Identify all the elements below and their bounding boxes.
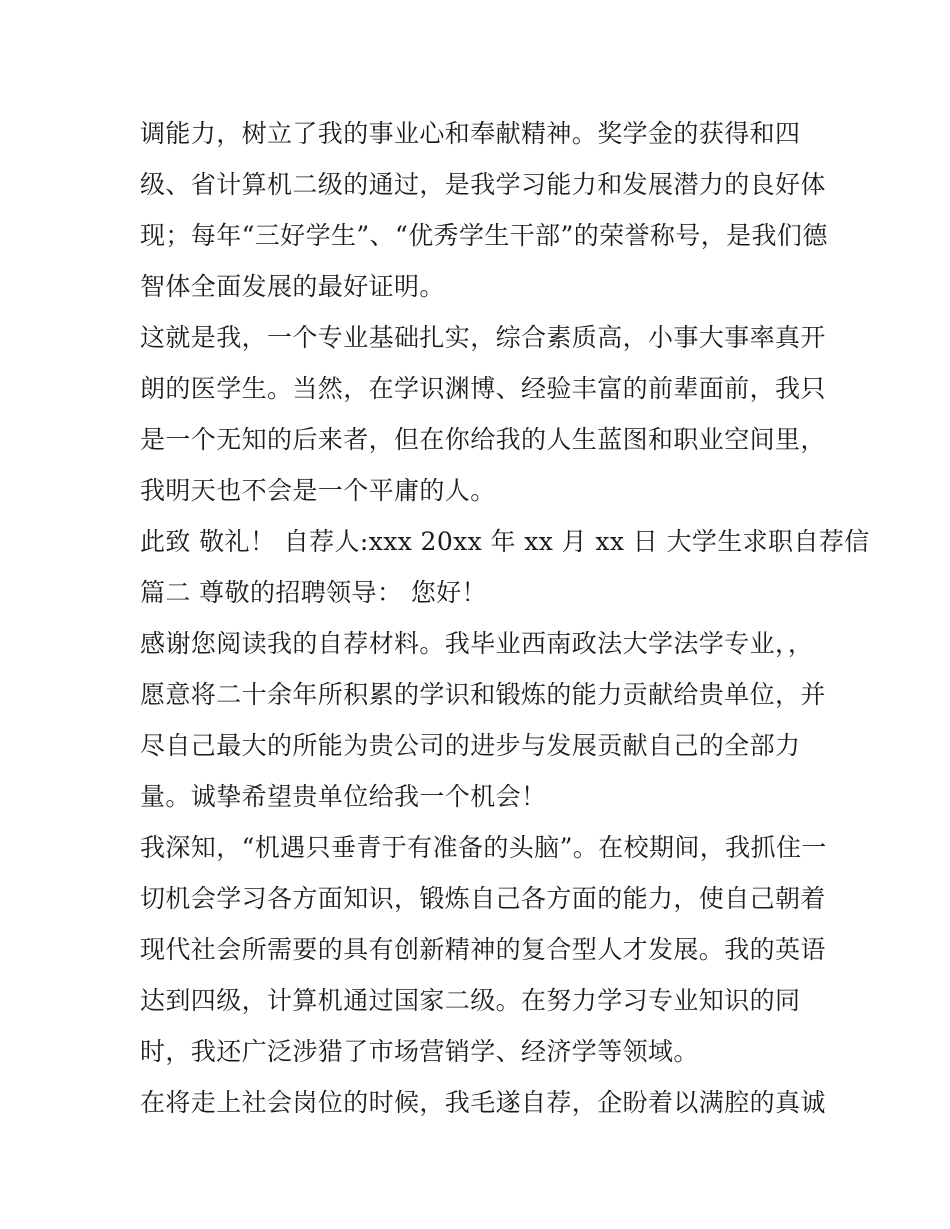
text-line-1: 调能力，树立了我的事业心和奉献精神。奖学金的获得和四 bbox=[140, 119, 801, 148]
text-line-19: 时，我还广泛涉猎了市场营销学、经济学等领域。 bbox=[140, 1037, 699, 1066]
text-line-13: 尽自己最大的所能为贵公司的进步与发展贡献自己的全部力 bbox=[140, 731, 801, 760]
text-line-17: 现代社会所需要的具有创新精神的复合型人才发展。我的英语 bbox=[140, 935, 826, 964]
text-line-7: 是一个无知的后来者，但在你给我的人生蓝图和职业空间里， bbox=[140, 425, 826, 454]
text-line-9: 此致 敬礼！ 自荐人:xxx 20xx 年 xx 月 xx 日 大学生求职自荐信 bbox=[140, 527, 870, 556]
text-line-4: 智体全面发展的最好证明。 bbox=[140, 272, 445, 301]
text-line-8: 我明天也不会是一个平庸的人。 bbox=[140, 476, 496, 505]
text-line-15: 我深知，“机遇只垂青于有准备的头脑”。在校期间，我抓住一 bbox=[140, 833, 827, 862]
text-line-6: 朗的医学生。当然，在学识渊博、经验丰富的前辈面前，我只 bbox=[140, 374, 826, 403]
text-line-11: 感谢您阅读我的自荐材料。我毕业西南政法大学法学专业，， bbox=[140, 629, 814, 658]
text-line-12: 愿意将二十余年所积累的学识和锻炼的能力贡献给贵单位，并 bbox=[140, 680, 826, 709]
text-line-10: 篇二 尊敬的招聘领导： 您好！ bbox=[140, 578, 487, 607]
text-line-2: 级、省计算机二级的通过，是我学习能力和发展潜力的良好体 bbox=[140, 170, 826, 199]
text-line-5: 这就是我，一个专业基础扎实，综合素质高，小事大事率真开 bbox=[140, 323, 826, 352]
document-body bbox=[140, 108, 870, 1128]
text-line-14: 量。诚挚希望贵单位给我一个机会！ bbox=[140, 782, 547, 811]
text-line-18: 达到四级，计算机通过国家二级。在努力学习专业知识的同 bbox=[140, 986, 801, 1015]
text-line-20: 在将走上社会岗位的时候，我毛遂自荐，企盼着以满腔的真诚 bbox=[140, 1088, 826, 1117]
text-line-3: 现；每年“三好学生”、“优秀学生干部”的荣誉称号，是我们德 bbox=[140, 221, 828, 250]
text-line-16: 切机会学习各方面知识，锻炼自己各方面的能力，使自己朝着 bbox=[140, 884, 826, 913]
